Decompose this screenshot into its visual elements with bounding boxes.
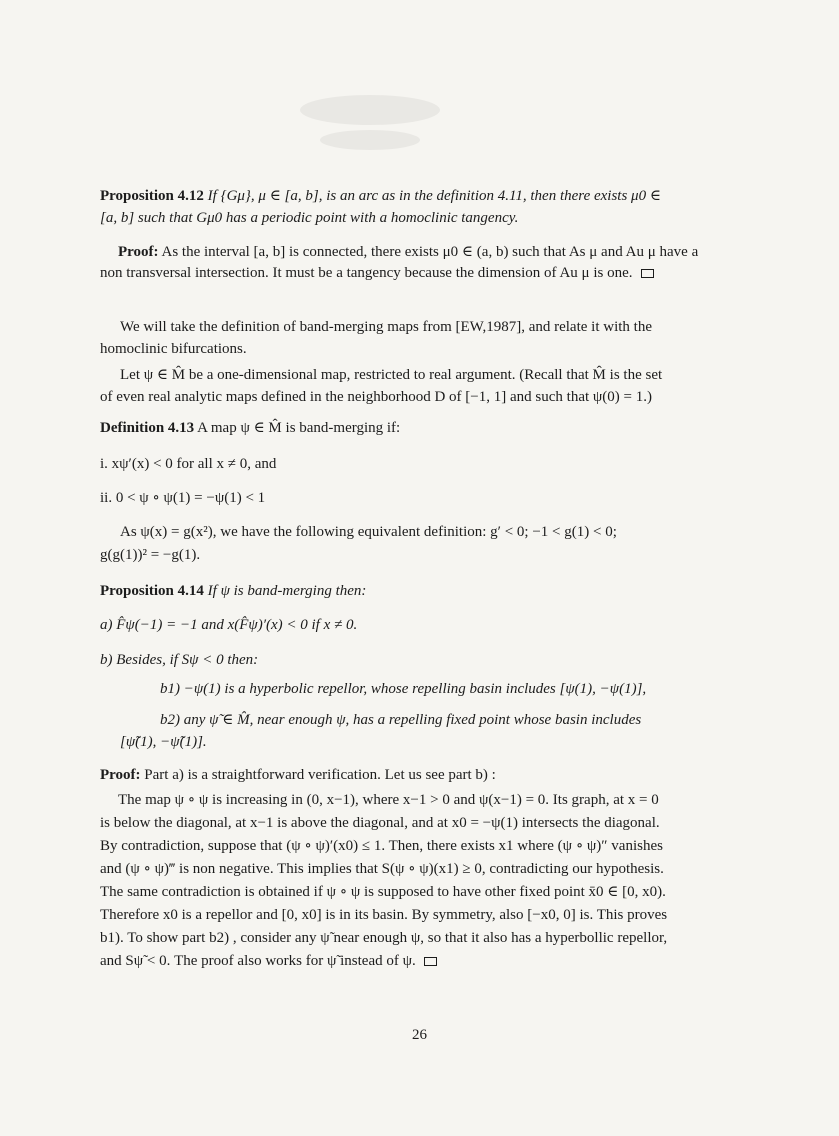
proof2-3-text: By contradiction, suppose that (ψ ∘ ψ)′(x0) ≤ 1. Then, there exists x1 where (ψ ∘ ψ)″ vanishes [100, 838, 663, 854]
def413-label: Definition 4.13 [100, 420, 195, 436]
proof2-6-text: Therefore x0 is a repellor and [0, x0] is in its basin. By symmetry, also [−x0, 0] is. This proves [100, 907, 668, 923]
para2-2-text: of even real analytic maps defined in the neighborhood D of [−1, 1] and such that ψ(0) = 1.) [100, 389, 652, 405]
prop412-a [100, 186, 740, 206]
para2-1-text: Let ψ ∈ M̂ be a one-dimensional map, restricted to real argument. (Recall that M̂ is the set [120, 367, 663, 383]
prop414-a [100, 615, 740, 635]
proof2-8 [100, 951, 740, 971]
prop414 [100, 581, 740, 601]
equiv-2-text: g(g(1))² = −g(1). [100, 547, 201, 563]
proof2-0-text: Part a) is a straightforward verification. Let us see part b) : [144, 767, 496, 783]
proof2-1-text: The map ψ ∘ ψ is increasing in (0, x−1), where x−1 > 0 and ψ(x−1) = 0. Its graph, at x = 0 [118, 792, 659, 808]
proof2-7 [100, 928, 740, 948]
para2-1 [120, 365, 760, 385]
proof2-4-text: and (ψ ∘ ψ)‴ is non negative. This implies that S(ψ ∘ ψ)(x1) ≥ 0, contradicting our hypothesis. [100, 861, 664, 877]
def413-text: A map ψ ∈ M̂ is band-merging if: [197, 420, 401, 436]
def-ii-text: ii. 0 < ψ ∘ ψ(1) = −ψ(1) < 1 [100, 490, 266, 506]
proof2-0-label: Proof: [100, 767, 141, 783]
proof2-7-text: b1). To show part b2) , consider any ψ̃ near enough ψ, so that it also has a hyperbollic repellor, [100, 930, 668, 946]
prop414-label: Proposition 4.14 [100, 583, 204, 599]
page-number: 26 [412, 1027, 427, 1043]
proof2-2 [100, 813, 740, 833]
proof1-1-text: As the interval [a, b] is connected, there exists μ0 ∈ (a, b) such that As μ and Au μ have a [161, 244, 699, 260]
def-ii [100, 488, 740, 508]
proof1-2-text: non transversal intersection. It must be a tangency because the dimension of Au μ is one. [100, 265, 633, 281]
para1-2 [100, 339, 740, 359]
prop414-b1-text: b1) −ψ(1) is a hyperbolic repellor, whose repelling basin includes [ψ(1), −ψ(1)], [160, 681, 647, 697]
equiv-1-text: As ψ(x) = g(x²), we have the following equivalent definition: g′ < 0; −1 < g(1) < 0; [120, 524, 617, 540]
scan-smudge [300, 95, 440, 125]
proof2-1 [118, 790, 758, 810]
proof1-1-label: Proof: [118, 244, 159, 260]
prop412-b: If {Gμ}, μ ∈ [a, b], is an arc as in the definition 4.11, then there exists μ0 ∈ [203, 188, 661, 204]
prop414-b2-text: b2) any ψ̃ ∈ M̂, near enough ψ, has a repelling fixed point whose basin includes [160, 712, 642, 728]
prop414-a-text: a) F̂ψ(−1) = −1 and x(F̂ψ)′(x) < 0 if x ≠ 0. [100, 617, 358, 633]
proof2-3 [100, 836, 740, 856]
prop414-b1 [160, 679, 800, 699]
qed-box-icon [424, 957, 437, 966]
proof2-6 [100, 905, 740, 925]
proof2-8-text: and Sψ̃ < 0. The proof also works for ψ̃ instead of ψ. [100, 953, 416, 969]
proof1-2 [100, 263, 740, 283]
proof2-2-text: is below the diagonal, at x−1 is above the diagonal, and at x0 = −ψ(1) intersects the diagonal. [100, 815, 660, 831]
proof2-0 [100, 765, 740, 785]
proof2-5-text: The same contradiction is obtained if ψ ∘ ψ is supposed to have other fixed point x̄0 ∈ [0, x0). [100, 884, 666, 900]
proof2-4 [100, 859, 740, 879]
para1-1 [120, 317, 760, 337]
equiv-2 [100, 545, 740, 565]
prop412-2 [100, 208, 740, 228]
prop414-b2b-text: [ψ̃(1), −ψ̃(1)]. [120, 734, 207, 750]
qed-box-icon [641, 269, 654, 278]
prop414-b [100, 650, 740, 670]
equiv-1 [120, 522, 760, 542]
prop414-b-text: b) Besides, if Sψ < 0 then: [100, 652, 259, 668]
def-i [100, 454, 740, 474]
para2-2 [100, 387, 740, 407]
def-i-text: i. xψ′(x) < 0 for all x ≠ 0, and [100, 456, 277, 472]
prop414-b2b [120, 732, 760, 752]
para1-2-text: homoclinic bifurcations. [100, 341, 247, 357]
proof1-1 [118, 242, 758, 262]
prop414-text: If ψ is band-merging then: [207, 583, 367, 599]
proof2-5 [100, 882, 740, 902]
def413 [100, 418, 740, 438]
para1-1-text: We will take the definition of band-merging maps from [EW,1987], and relate it with the [120, 319, 652, 335]
prop412-a-text: Proposition 4.12 [100, 188, 204, 204]
prop414-b2 [160, 710, 800, 730]
prop412-2-text: [a, b] such that Gμ0 has a periodic point with a homoclinic tangency. [100, 210, 519, 226]
scan-smudge [320, 130, 420, 150]
